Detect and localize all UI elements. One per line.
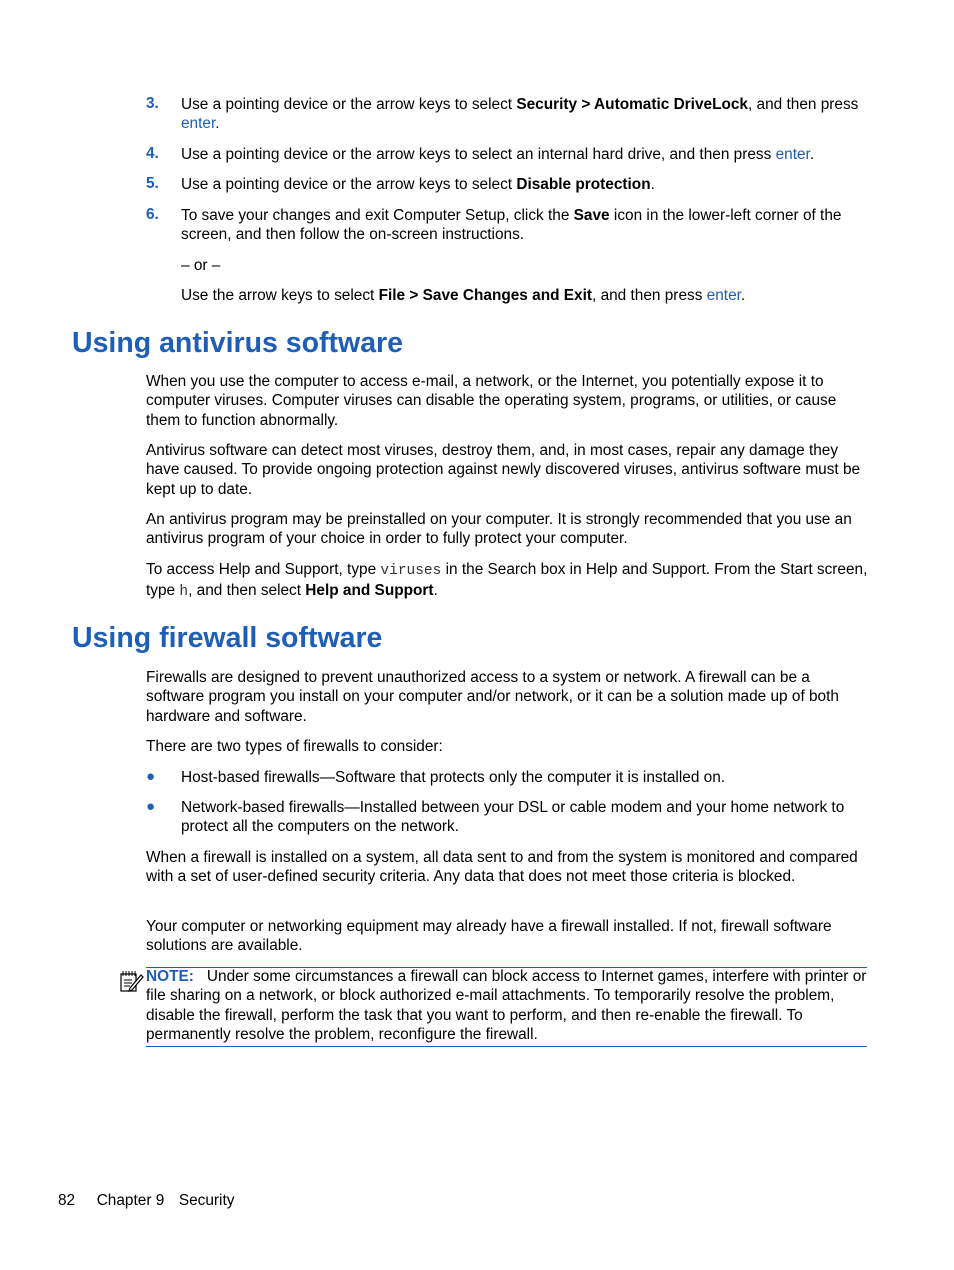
paragraph: Antivirus software can detect most viruses, destroy them, and, in most cases, repair any damage they have caused. To provide ongoing protection against newly discovered viruses, antivirus software must be kept up to date. — [146, 442, 861, 498]
code-h: h — [179, 584, 189, 601]
paragraph: When a firewall is installed on a system, all data sent to and from the system is monitored and compared with a set of user-defined security criteria. Any data that does not meet those criteria is blocked. — [146, 849, 858, 886]
bullet-icon: ● — [146, 768, 156, 785]
paragraph-help-support: To access Help and Support, type viruses in the Search box in Help and Support. From the Start screen, type h, and then select Help and Support. — [146, 561, 868, 601]
page-number: 82 — [58, 1192, 76, 1209]
step-6-text: To save your changes and exit Computer Setup, click the Save icon in the lower-left corner of the screen, and then follow the on-screen instructions. — [181, 207, 842, 244]
section-heading-antivirus: Using antivirus software — [72, 327, 403, 359]
code-viruses: viruses — [380, 563, 442, 579]
paragraph: When you use the computer to access e-mail, a network, or the Internet, you potentially expose it to computer viruses. Computer viruses can disable the operating system, programs, or utilities, or cause them to function abnormally. — [146, 373, 837, 429]
key-enter: enter — [706, 287, 741, 304]
note-text: NOTE: Under some circumstances a firewall can block access to Internet games, interfere with printer or file sharing on a network, or block authorized e-mail attachments. To temporarily resolve the problem, disable the firewall, perform the task that you want to perform, and then re-enable the firewall. To permanently resolve the problem, reconfigure the firewall. — [146, 968, 867, 1044]
step-5-text: Use a pointing device or the arrow keys to select Disable protection. — [181, 176, 655, 193]
section-label: Security — [178, 1192, 235, 1209]
paragraph: There are two types of firewalls to consider: — [146, 738, 443, 755]
bullet-icon: ● — [146, 798, 156, 815]
step-number: 3. — [146, 95, 159, 112]
step-4-text: Use a pointing device or the arrow keys to select an internal hard drive, and then press enter. — [181, 146, 815, 163]
step-number: 6. — [146, 206, 159, 223]
note-icon — [118, 968, 144, 994]
paragraph: An antivirus program may be preinstalled on your computer. It is strongly recommended that you use an antivirus program of your choice in order to fully protect your computer. — [146, 511, 852, 548]
step-number: 4. — [146, 145, 159, 162]
page-footer — [58, 1192, 234, 1210]
or-separator: – or – — [181, 257, 221, 274]
key-enter: enter — [775, 146, 810, 163]
paragraph: Your computer or networking equipment may already have a firewall installed. If not, firewall software solutions are available. — [146, 918, 832, 955]
chapter-label: Chapter 9 — [96, 1192, 165, 1209]
step-3-text: Use a pointing device or the arrow keys to select Security > Automatic DriveLock, and then press enter. — [181, 96, 859, 133]
list-item: Host-based firewalls—Software that protects only the computer it is installed on. — [181, 769, 726, 786]
list-item: Network-based firewalls—Installed between your DSL or cable modem and your home network to protect all the computers on the network. — [181, 799, 845, 836]
note-label: NOTE: — [146, 968, 194, 985]
key-enter: enter — [181, 115, 216, 133]
section-heading-firewall: Using firewall software — [72, 622, 383, 654]
alt-step-text: Use the arrow keys to select File > Save Changes and Exit, and then press enter. — [181, 287, 746, 304]
step-number: 5. — [146, 175, 159, 192]
paragraph: Firewalls are designed to prevent unauthorized access to a system or network. A firewall can be a software program you install on your computer and/or network, or it can be a solution made up of both hardware and software. — [146, 669, 839, 725]
